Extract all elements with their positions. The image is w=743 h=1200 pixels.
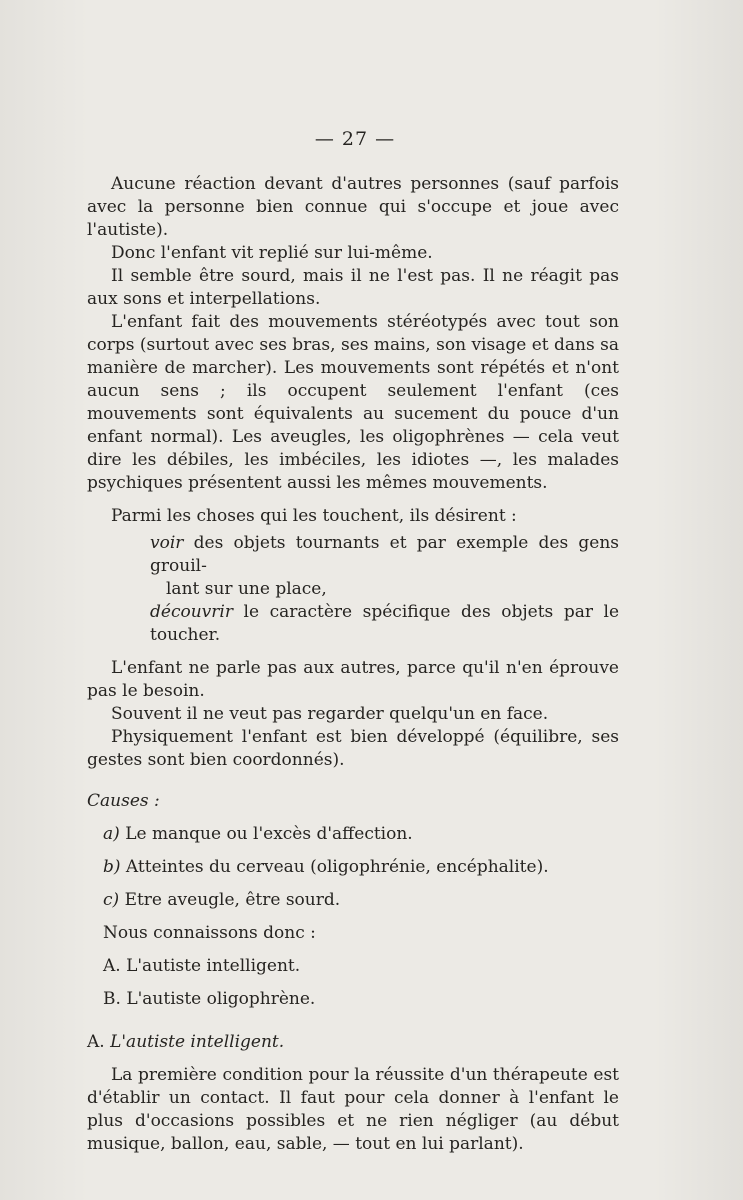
cause-label: c) bbox=[103, 890, 120, 910]
cause-item bbox=[87, 889, 619, 912]
causes-heading: Causes : bbox=[87, 791, 160, 811]
cause-item bbox=[87, 856, 619, 879]
cause-text: Le manque ou l'excès d'affection. bbox=[125, 824, 413, 844]
cause-label: a) bbox=[103, 824, 120, 844]
paragraph: Donc l'enfant vit replié sur lui-même. bbox=[111, 243, 433, 263]
cause-text: Etre aveugle, être sourd. bbox=[124, 890, 341, 910]
paragraph: Aucune réaction devant d'autres personnes (sauf parfois avec la personne bien connue qui s'occupe et joue avec l'autiste). bbox=[87, 174, 619, 240]
list-item bbox=[150, 601, 619, 647]
page-body bbox=[87, 173, 619, 1156]
type-label: B. bbox=[103, 989, 121, 1009]
cause-text: Atteintes du cerveau (oligophrénie, encéphalite). bbox=[125, 857, 549, 877]
cause-label: b) bbox=[103, 857, 121, 877]
paragraph: Physiquement l'enfant est bien développé (équilibre, ses gestes sont bien coordonnés). bbox=[87, 727, 619, 770]
paragraph: L'enfant ne parle pas aux autres, parce qu'il n'en éprouve pas le besoin. bbox=[87, 658, 619, 701]
page-number: — 27 — bbox=[314, 128, 396, 150]
cause-item bbox=[87, 823, 619, 846]
paragraph: L'enfant fait des mouvements stéréotypés avec tout son corps (surtout avec ses bras, ses mains, son visage et dans sa manière de marcher). Les mouvements sont répétés et n'ont aucun sens ; ils occupent seulement l'enfant (ces mouvements sont équivalents au sucement du pouce d'un enfant normal). Les aveugles, les oligophrènes — cela veut dire les débiles, les imbéciles, les idiotes —, les malades psychiques présentent aussi les mêmes mouvements. bbox=[87, 312, 619, 493]
type-text: L'autiste oligophrène. bbox=[126, 989, 316, 1009]
section-label: A. bbox=[87, 1032, 105, 1052]
paragraph: Souvent il ne veut pas regarder quelqu'un en face. bbox=[111, 704, 549, 724]
paragraph: Il semble être sourd, mais il ne l'est pas. Il ne réagit pas aux sons et interpellations. bbox=[87, 266, 619, 309]
paragraph: Parmi les choses qui les touchent, ils désirent : bbox=[111, 506, 517, 526]
type-label: A. bbox=[103, 956, 121, 976]
desire-list bbox=[150, 532, 619, 647]
list-item-text: le caractère spécifique des objets par le toucher. bbox=[150, 602, 620, 645]
type-item bbox=[87, 955, 619, 978]
type-item bbox=[87, 988, 619, 1011]
list-item-continuation: lant sur une place, bbox=[166, 579, 327, 599]
section-title: L'autiste intelligent. bbox=[110, 1032, 285, 1052]
section-heading bbox=[87, 1031, 619, 1054]
list-item bbox=[150, 532, 619, 578]
type-text: L'autiste intelligent. bbox=[126, 956, 301, 976]
list-item-keyword: découvrir bbox=[150, 602, 233, 622]
list-item-keyword: voir bbox=[150, 533, 184, 553]
list-item-text: des objets tournants et par exemple des gens grouil- bbox=[150, 533, 619, 576]
types-intro: Nous connaissons donc : bbox=[103, 923, 316, 943]
paragraph: La première condition pour la réussite d'un thérapeute est d'établir un contact. Il faut pour cela donner à l'enfant le plus d'occasions possibles et ne rien négliger (au début musique, ballon, eau, sable, — tout en lui parlant). bbox=[87, 1065, 619, 1154]
